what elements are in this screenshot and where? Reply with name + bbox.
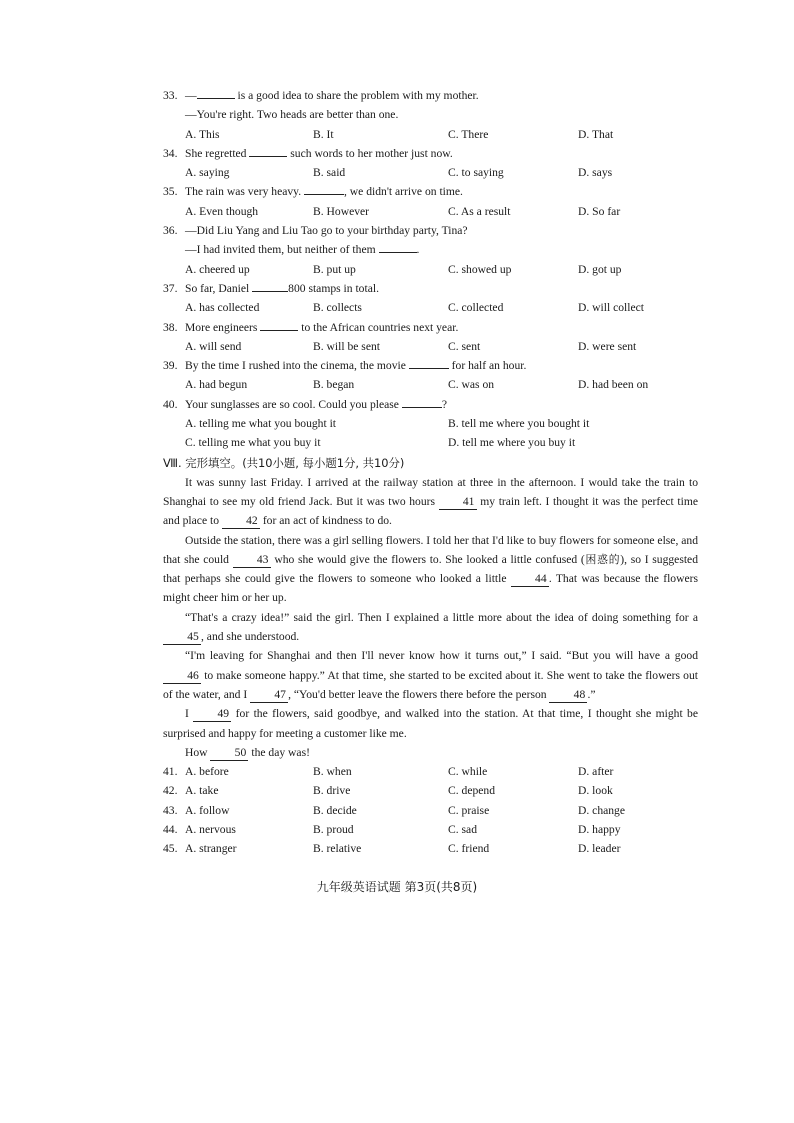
option-b: B. drive	[313, 784, 351, 798]
cloze-blank-50: 50	[210, 746, 248, 761]
answer-blank	[260, 318, 298, 331]
cloze-blank-48: 48	[549, 688, 587, 703]
option-a: A. before	[185, 765, 229, 779]
question-39-options	[163, 375, 698, 394]
question-33-reply: —You're right. Two heads are better than one.	[185, 108, 399, 122]
option-a: A. Even though	[185, 204, 259, 218]
option-b: B. began	[313, 378, 355, 392]
option-d: D. had been on	[578, 378, 649, 392]
option-d: D. tell me where you buy it	[448, 436, 576, 450]
passage-paragraph-1: It was sunny last Friday. I arrived at the railway station at three in the afternoon. I would take the train to Shanghai to see my old friend Jack. But it was two hours 41 my train left. I thought it was the perfect time and place to 42 for an act of kindness to do.	[163, 475, 698, 528]
option-c: C. while	[448, 765, 488, 779]
question-33-options	[163, 125, 698, 144]
option-b: B. collects	[313, 301, 362, 315]
option-b: B. said	[313, 166, 346, 180]
cloze-options-45: 45. A. stranger B. relative C. friend D. leader	[163, 839, 698, 858]
option-a: A. had begun	[185, 378, 248, 392]
option-d: D. were sent	[578, 339, 637, 353]
option-c: C. There	[448, 127, 489, 141]
cloze-passage	[163, 473, 698, 762]
question-35-options	[163, 202, 698, 221]
question-34: 34. She regretted such words to her mother just now.	[163, 144, 698, 163]
option-c: C. was on	[448, 378, 495, 392]
option-d: D. will collect	[578, 301, 645, 315]
option-a: A. follow	[185, 803, 230, 817]
cloze-blank-44: 44	[511, 572, 549, 587]
option-b: B. will be sent	[313, 339, 380, 353]
question-36-reply: —I had invited them, but neither of them .	[163, 240, 698, 259]
option-c: C. telling me what you buy it	[185, 436, 321, 450]
cloze-options-42: 42. A. take B. drive C. depend D. look	[163, 781, 698, 800]
option-c: C. As a result	[448, 204, 511, 218]
answer-blank	[252, 279, 288, 292]
option-a: A. saying	[185, 166, 230, 180]
option-b: B. put up	[313, 262, 356, 276]
option-a: A. will send	[185, 339, 242, 353]
answer-blank	[379, 240, 417, 253]
cloze-options-44: 44. A. nervous B. proud C. sad D. happy	[163, 820, 698, 839]
option-d: D. look	[578, 784, 613, 798]
answer-blank	[197, 86, 235, 99]
option-a: A. telling me what you bought it	[185, 417, 337, 431]
cloze-blank-43: 43	[233, 553, 271, 568]
option-c: C. depend	[448, 784, 496, 798]
option-d: D. change	[578, 803, 625, 817]
question-40: 40. Your sunglasses are so cool. Could you please ?	[163, 395, 698, 414]
question-38: 38. More engineers to the African countries next year.	[163, 318, 698, 337]
question-33: 33. — is a good idea to share the problem with my mother.	[163, 86, 698, 105]
option-a: A. has collected	[185, 301, 260, 315]
option-c: C. praise	[448, 803, 490, 817]
passage-paragraph-6: How 50 the day was!	[185, 745, 310, 759]
option-a: A. This	[185, 127, 220, 141]
option-a: A. stranger	[185, 842, 237, 856]
option-b: B. decide	[313, 803, 357, 817]
cloze-options-41: 41. A. before B. when C. while D. after	[163, 762, 698, 781]
question-34-options	[163, 163, 698, 182]
question-40-options-row2	[163, 433, 698, 452]
option-b: B. proud	[313, 822, 354, 836]
passage-paragraph-5: I 49 for the flowers, said goodbye, and walked into the station. At that time, I thought she might be surprised and happy for meeting a customer like me.	[163, 707, 698, 740]
option-c: C. sad	[448, 822, 477, 836]
cloze-blank-41: 41	[439, 495, 477, 510]
option-d: D. leader	[578, 842, 621, 856]
option-d: D. So far	[578, 204, 621, 218]
answer-blank	[409, 356, 449, 369]
option-d: D. after	[578, 765, 614, 779]
question-40-options-row1	[163, 414, 698, 433]
option-c: C. to saying	[448, 166, 504, 180]
answer-blank	[402, 395, 442, 408]
option-a: A. take	[185, 784, 219, 798]
option-b: B. tell me where you bought it	[448, 417, 590, 431]
question-39: 39. By the time I rushed into the cinema, the movie for half an hour.	[163, 356, 698, 375]
question-38-options	[163, 337, 698, 356]
exam-content	[163, 86, 698, 859]
question-36-options	[163, 260, 698, 279]
cloze-blank-45: 45	[163, 630, 201, 645]
passage-paragraph-4: “I'm leaving for Shanghai and then I'll never know how it turns out,” I said. “But you will have a good 46 to make someone happy.” At that time, she started to be excited about it. She went to take the flowers out of the water, and I 47 , “You'd better leave the flowers there before the person 48 .”	[163, 649, 698, 701]
option-b: B. However	[313, 204, 370, 218]
option-b: B. when	[313, 765, 352, 779]
option-a: A. cheered up	[185, 262, 250, 276]
cloze-blank-47: 47	[250, 688, 288, 703]
option-c: C. showed up	[448, 262, 512, 276]
option-c: C. sent	[448, 339, 481, 353]
option-d: D. got up	[578, 262, 622, 276]
option-d: D. says	[578, 166, 613, 180]
question-37-options	[163, 298, 698, 317]
section-heading: Ⅷ. 完形填空。(共10小题, 每小题1分, 共10分)	[163, 455, 405, 470]
question-37: 37. So far, Daniel 800 stamps in total.	[163, 279, 698, 298]
question-36: 36. —Did Liu Yang and Liu Tao go to your birthday party, Tina?	[163, 224, 468, 238]
option-b: B. relative	[313, 842, 362, 856]
option-b: B. It	[313, 127, 334, 141]
option-c: C. collected	[448, 301, 504, 315]
answer-blank	[304, 182, 344, 195]
option-d: D. happy	[578, 822, 621, 836]
answer-blank	[249, 144, 287, 157]
passage-paragraph-3: “That's a crazy idea!” said the girl. Then I explained a little more about the idea of doing something for a 45 , and she understood.	[163, 608, 698, 647]
option-d: D. That	[578, 127, 614, 141]
option-c: C. friend	[448, 842, 490, 856]
option-a: A. nervous	[185, 822, 236, 836]
page-footer: 九年级英语试题 第3页(共8页)	[316, 880, 478, 894]
cloze-blank-49: 49	[193, 707, 231, 722]
cloze-options-43: 43. A. follow B. decide C. praise D. change	[163, 801, 698, 820]
cloze-blank-46: 46	[163, 669, 201, 684]
cloze-blank-42: 42	[222, 514, 260, 529]
passage-paragraph-2: Outside the station, there was a girl selling flowers. I told her that I'd like to buy flowers for someone else, and that she could 43 who she would give the flowers to. She looked a little confused (困惑的), so I suggested that perhaps she could give the flowers to someone who looked a little 44 . That was because the flowers might cheer him or her up.	[163, 533, 699, 605]
question-35: 35. The rain was very heavy. , we didn't arrive on time.	[163, 182, 698, 201]
